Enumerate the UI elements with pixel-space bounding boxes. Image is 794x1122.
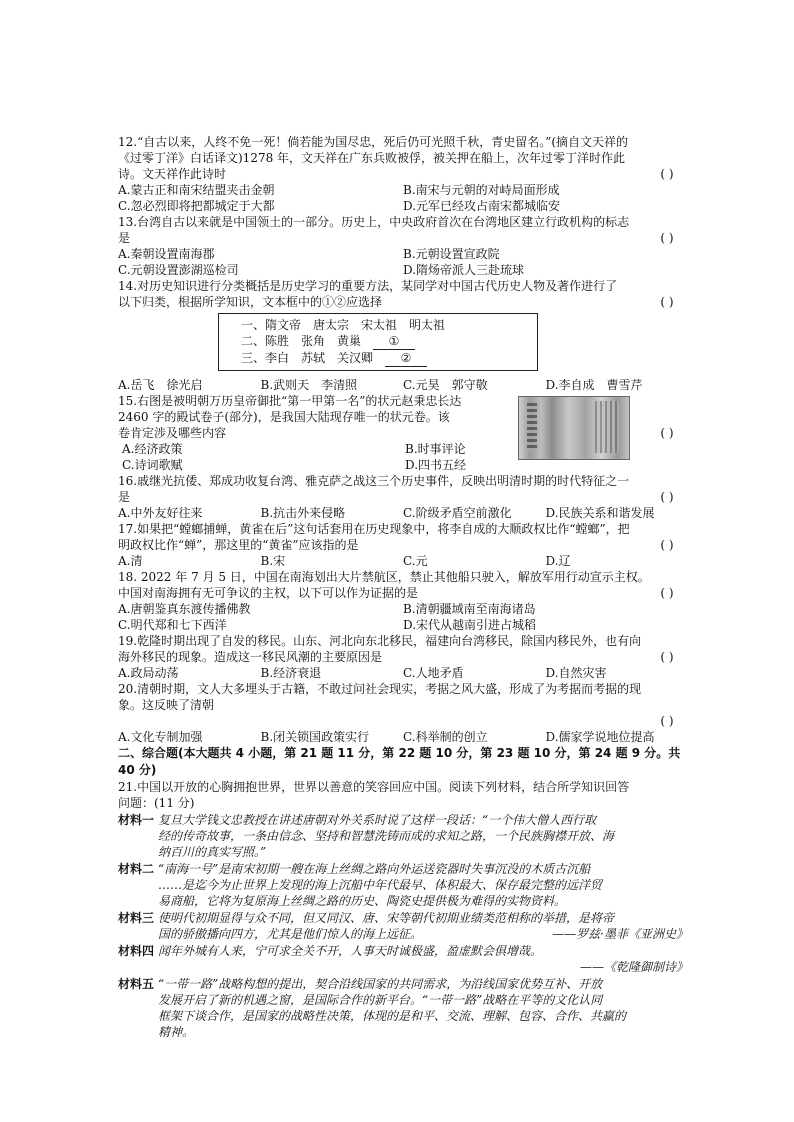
- answer-paren[interactable]: ( ): [660, 167, 674, 181]
- option-c[interactable]: C.元朝设置澎湖巡检司: [118, 263, 239, 277]
- question-17: [118, 521, 688, 569]
- answer-paren[interactable]: ( ): [660, 714, 674, 728]
- option-a[interactable]: A.政局动荡: [118, 666, 179, 680]
- box-row-3: 三、李白 苏轼 关汉卿 ②: [241, 350, 537, 367]
- material-label: 材料五: [118, 977, 155, 991]
- option-d[interactable]: D.四书五经: [405, 458, 467, 472]
- box-row-2: 二、陈胜 张角 黄巢 ①: [241, 333, 537, 350]
- option-b[interactable]: B.时事评论: [405, 442, 466, 456]
- material-text-line: 框架下谈合作，是国家的战略性决策，体现的是和平、交流、理解、包容、合作、共赢的: [158, 1009, 627, 1023]
- material-label: 材料四: [118, 944, 155, 958]
- option-a[interactable]: A.唐朝鉴真东渡传播佛教: [118, 602, 251, 616]
- option-b[interactable]: B.元朝设置宣政院: [403, 247, 500, 261]
- question-20-stem-line: 20.清朝时期，文人大多埋头于古籍，不敢过问社会现实，考据之风大盛，形成了为考据而考据的现: [118, 682, 642, 696]
- option-a[interactable]: A.清: [118, 554, 143, 568]
- question-18-stem-line: 18. 2022 年 7 月 5 日，中国在南海划出大片禁航区，禁止其他船只驶入，解放军用行动宣示主权。: [118, 570, 650, 584]
- question-20: [118, 681, 688, 745]
- option-d[interactable]: D.李自成 曹雪芹: [545, 378, 643, 392]
- material-text-line: 易商船，它将为复原海上丝绸之路的历史、陶瓷史提供极为难得的实物资料。: [158, 894, 567, 908]
- question-13-stem-line: 是: [118, 231, 131, 245]
- question-21-stem-line: 问题：(11 分): [118, 796, 195, 810]
- option-a[interactable]: A.秦朝设置南海郡: [118, 247, 215, 261]
- question-20-stem-line: 象。这反映了清朝: [118, 698, 215, 712]
- option-b[interactable]: B.闭关锁国政策实行: [260, 730, 370, 744]
- material-5: [118, 976, 688, 1040]
- question-15-stem-line: 15.右图是被明朝万历皇帝御批“第一甲第一名”的状元赵秉忠长达: [118, 394, 462, 408]
- material-text-line: “南海一号”是南宋初期一艘在海上丝绸之路向外运送瓷器时失事沉没的木质古沉船: [158, 862, 591, 876]
- material-text-line: ……是迄今为止世界上发现的海上沉船中年代最早、体积最大、保存最完整的远洋贸: [158, 878, 603, 892]
- question-21-stem-line: 21.中国以开放的心胸拥抱世界，世界以善意的笑容回应中国。阅读下列材料，结合所学知识回答: [118, 780, 630, 794]
- answer-paren[interactable]: ( ): [660, 426, 674, 440]
- question-12-stem-line: 《过零丁洋》白话译文)1278 年，文天祥在广东兵败被俘，被关押在船上，次年过零丁洋时作此: [118, 151, 626, 165]
- question-15-stem-line: 卷肯定涉及哪些内容: [118, 426, 227, 440]
- option-b[interactable]: B.清朝疆域南至南海诸岛: [403, 602, 536, 616]
- option-a[interactable]: A.岳飞 徐光启: [118, 378, 203, 392]
- question-19: [118, 633, 688, 681]
- question-12-stem-line: 诗。文天祥作此诗时: [118, 167, 227, 181]
- option-a[interactable]: A.中外友好往来: [118, 506, 203, 520]
- question-15-stem-line: 2460 字的殿试卷子(部分)，是我国大陆现存唯一的状元卷。该: [118, 410, 450, 424]
- option-c[interactable]: C.阶级矛盾空前激化: [403, 506, 512, 520]
- material-1: [118, 812, 688, 860]
- option-c[interactable]: C.忽必烈即将把都城定于大都: [118, 199, 275, 213]
- question-12-stem-line: 12.“自古以来，人终不免一死！倘若能为国尽忠，死后仍可光照千秋，青史留名。”(摘自文天祥的: [118, 135, 629, 149]
- question-21: [118, 779, 688, 1040]
- question-18-stem-line: 中国对南海拥有无可争议的主权，以下可以作为证据的是: [118, 586, 419, 600]
- question-19-stem-line: 19.乾隆时期出现了自发的移民。山东、河北向东北移民，福建向台湾移民，除国内移民外，也有向: [118, 634, 642, 648]
- material-text-line: 使明代初期显得与众不同，但又同汉、唐、宋等朝代初期业绩类范相称的举措，是将帝: [158, 911, 615, 925]
- option-c[interactable]: C.元: [403, 554, 428, 568]
- question-17-stem-line: 17.如果把“螳螂捕蝉，黄雀在后”这句话套用在历史现象中，将李自成的大顺政权比作“螳螂”，把: [118, 522, 630, 536]
- option-d[interactable]: D.隋炀帝派人三赴琉球: [403, 263, 525, 277]
- material-text-line: “一带一路”战略构想的提出，契合沿线国家的共同需求，为沿线国家优势互补、开放: [158, 977, 603, 991]
- material-text-line: 国的骄傲播向四方，尤其是他们惊人的海上远征。: [158, 927, 423, 941]
- question-17-stem-line: 明政权比作“蝉”，那这里的“黄雀”应该指的是: [118, 538, 359, 552]
- question-16-stem-line: 是: [118, 490, 131, 504]
- answer-paren[interactable]: ( ): [660, 650, 674, 664]
- option-b[interactable]: B.武则天 李清照: [260, 378, 358, 392]
- option-a[interactable]: A.蒙古正和南宋结盟夹击金朝: [118, 183, 275, 197]
- material-3: [118, 910, 688, 942]
- material-text-line: 精神。: [158, 1025, 195, 1039]
- question-16: [118, 473, 688, 521]
- exam-page: [118, 134, 688, 1040]
- material-text-line: 纳百川的真实写照。”: [158, 845, 267, 859]
- question-14-stem-line: 14.对历史知识进行分类概括是历史学习的重要方法，某同学对中国古代历史人物及著作进行了: [118, 279, 618, 293]
- question-14: [118, 278, 688, 393]
- material-text-line: 发展开启了新的机遇之窗，是国际合作的新平台。“一带一路”战略在平等的文化认同: [158, 993, 603, 1007]
- classification-text-box: [218, 313, 538, 371]
- option-c[interactable]: C.元昊 郭守敬: [403, 378, 488, 392]
- question-14-stem-line: 以下归类，根据所学知识，文本框中的①②应选择: [118, 295, 383, 309]
- blank-2: ②: [385, 350, 427, 367]
- option-c[interactable]: C.人地矛盾: [403, 666, 464, 680]
- option-c[interactable]: C.科举制的创立: [403, 730, 488, 744]
- option-c[interactable]: C.明代郑和七下西洋: [118, 618, 227, 632]
- option-b[interactable]: B.抗击外来侵略: [260, 506, 346, 520]
- box-row-1: 一、隋文帝 唐太宗 宋太祖 明太祖: [241, 318, 446, 332]
- answer-paren[interactable]: ( ): [660, 295, 674, 309]
- option-a[interactable]: A.经济政策: [122, 442, 183, 456]
- question-13-stem-line: 13.台湾自古以来就是中国领土的一部分。历史上，中央政府首次在台湾地区建立行政机构的标志: [118, 215, 630, 229]
- question-13: [118, 214, 688, 278]
- material-source: ——罗兹·墨菲《亚洲史》: [552, 927, 688, 941]
- answer-paren[interactable]: ( ): [660, 538, 674, 552]
- option-c[interactable]: C.诗词歌赋: [122, 458, 183, 472]
- option-b[interactable]: B.南宋与元朝的对峙局面形成: [403, 183, 560, 197]
- option-d[interactable]: D.元军已经攻占南宋都城临安: [403, 199, 561, 213]
- question-18: [118, 569, 688, 633]
- exam-scroll-photo: [518, 396, 630, 460]
- material-text-line: 闻年外城有人来，宁可求全关不开，人事天时诚极盛，盈虚默会俱增哉。: [158, 944, 543, 958]
- blank-1: ①: [373, 333, 415, 350]
- material-4: [118, 943, 688, 959]
- material-text-line: 经的传奇故事，一条由信念、坚持和智慧洗铸而成的求知之路，一个民族胸襟开放、海: [158, 829, 615, 843]
- option-b[interactable]: B.宋: [260, 554, 286, 568]
- answer-paren[interactable]: ( ): [660, 586, 674, 600]
- material-label: 材料二: [118, 862, 155, 876]
- option-d[interactable]: D.辽: [545, 554, 571, 568]
- option-b[interactable]: B.经济衰退: [260, 666, 322, 680]
- section-2-heading: 二、综合题(本大题共 4 小题，第 21 题 11 分，第 22 题 10 分，第 23 题 10 分，第 24 题 9 分。共 40 分): [118, 746, 681, 777]
- option-d[interactable]: D.自然灾害: [545, 666, 607, 680]
- question-16-stem-line: 16.戚继光抗倭、郑成功收复台湾、雅克萨之战这三个历史事件，反映出明清时期的时代特征之一: [118, 474, 630, 488]
- material-label: 材料一: [118, 813, 155, 827]
- answer-paren[interactable]: ( ): [660, 490, 674, 504]
- answer-paren[interactable]: ( ): [660, 231, 674, 245]
- option-d[interactable]: D.宋代从越南引进占城稻: [403, 618, 537, 632]
- material-2: [118, 861, 688, 909]
- material-text-line: 复旦大学钱文忠教授在讲述唐朝对外关系时说了这样一段话：“一个伟大僧人西行取: [158, 813, 597, 827]
- option-d[interactable]: D.民族关系和谐发展: [545, 506, 655, 520]
- option-a[interactable]: A.文化专制加强: [118, 730, 203, 744]
- question-19-stem-line: 海外移民的现象。造成这一移民风潮的主要原因是: [118, 650, 383, 664]
- question-12: [118, 134, 688, 214]
- option-d[interactable]: D.儒家学说地位提高: [545, 730, 655, 744]
- question-15: [118, 393, 688, 473]
- material-label: 材料三: [118, 911, 155, 925]
- material-source: ——《乾隆御制诗》: [579, 960, 688, 974]
